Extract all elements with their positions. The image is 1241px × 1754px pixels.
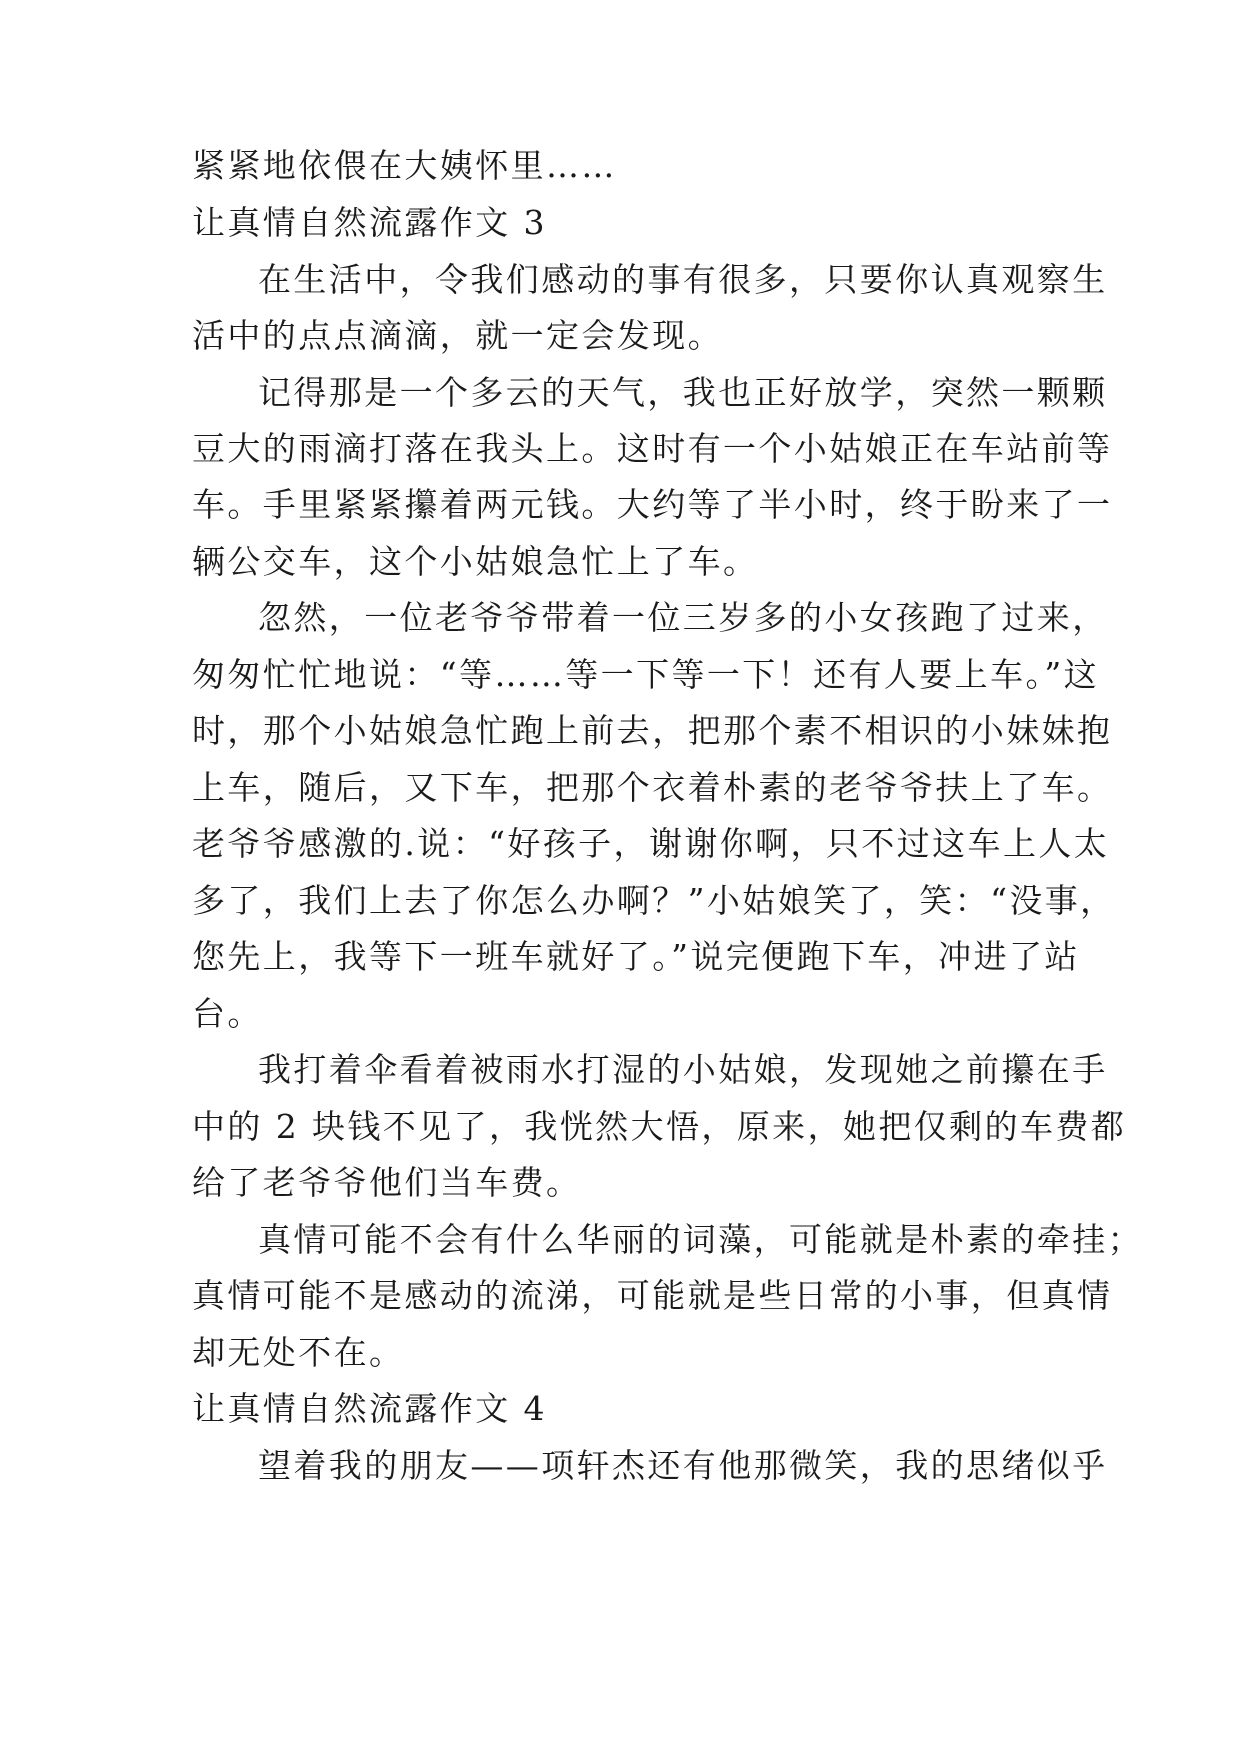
text-line: 给了老爷爷他们当车费。 <box>192 1163 582 1202</box>
text-line: 老爷爷感激的.说：“好孩子，谢谢你啊，只不过这车上人太 <box>192 824 1110 863</box>
text-line: 上车，随后，又下车，把那个衣着朴素的老爷爷扶上了车。 <box>192 768 1113 807</box>
text-line: 台。 <box>192 994 263 1033</box>
paragraph-line: 真情可能不会有什么华丽的词藻，可能就是朴素的牵挂； <box>258 1220 1143 1259</box>
text-line: 辆公交车，这个小姑娘急忙上了车。 <box>192 542 759 581</box>
text-line: 却无处不在。 <box>192 1333 405 1372</box>
text-line: 中的 2 块钱不见了，我恍然大悟，原来，她把仅剩的车费都 <box>192 1107 1127 1146</box>
text-line: 多了，我们上去了你怎么办啊？”小姑娘笑了，笑：“没事， <box>192 881 1116 920</box>
text-line: 紧紧地依偎在大姨怀里…… <box>192 146 617 185</box>
section-heading: 让真情自然流露作文 3 <box>192 203 547 242</box>
paragraph-line: 我打着伞看着被雨水打湿的小姑娘，发现她之前攥在手 <box>258 1050 1108 1089</box>
section-heading: 让真情自然流露作文 4 <box>192 1389 547 1428</box>
text-line: 您先上，我等下一班车就好了。”说完便跑下车，冲进了站 <box>192 937 1080 976</box>
paragraph-line: 忽然，一位老爷爷带着一位三岁多的小女孩跑了过来， <box>258 598 1108 637</box>
paragraph-line: 在生活中，令我们感动的事有很多，只要你认真观察生 <box>258 260 1108 299</box>
text-line: 时，那个小姑娘急忙跑上前去，把那个素不相识的小妹妹抱 <box>192 711 1113 750</box>
text-line: 真情可能不是感动的流涕，可能就是些日常的小事，但真情 <box>192 1276 1113 1315</box>
text-line: 匆匆忙忙地说：“等……等一下等一下！还有人要上车。”这 <box>192 655 1100 694</box>
paragraph-line: 望着我的朋友——项轩杰还有他那微笑，我的思绪似乎 <box>258 1446 1108 1485</box>
text-line: 车。手里紧紧攥着两元钱。大约等了半小时，终于盼来了一 <box>192 485 1113 524</box>
text-line: 豆大的雨滴打落在我头上。这时有一个小姑娘正在车站前等 <box>192 429 1113 468</box>
paragraph-line: 记得那是一个多云的天气，我也正好放学，突然一颗颗 <box>258 373 1108 412</box>
text-line: 活中的点点滴滴，就一定会发现。 <box>192 316 723 355</box>
